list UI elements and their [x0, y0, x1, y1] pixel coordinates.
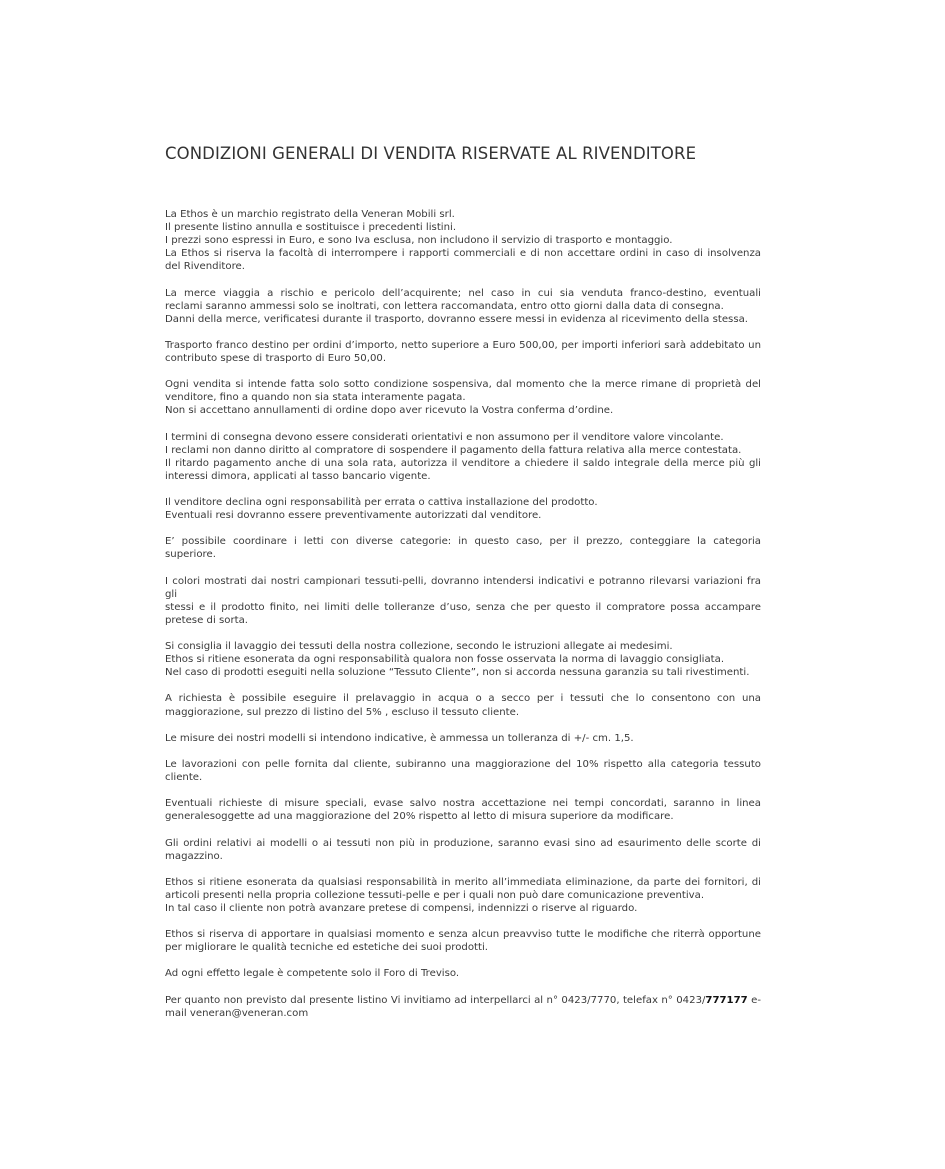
- condition-paragraph: [165, 692, 761, 718]
- condition-paragraph: [165, 287, 761, 326]
- condition-paragraph: [165, 208, 761, 273]
- paragraph-line: del Rivenditore.: [165, 261, 245, 273]
- paragraph-line: Ogni vendita si intende fatta solo sotto condizione sospensiva, dal momento che la merce rimane di proprietà del: [165, 379, 761, 391]
- paragraph-line: Il venditore declina ogni responsabilità per errata o cattiva installazione del prodotto.: [165, 497, 598, 509]
- paragraph-line: La merce viaggia a rischio e pericolo dell’acquirente; nel caso in cui sia venduta franco-destino, eventuali: [165, 287, 761, 299]
- condition-paragraph: [165, 928, 761, 954]
- paragraph-line: I prezzi sono espressi in Euro, e sono Iva esclusa, non includono il servizio di trasporto e montaggio.: [165, 235, 673, 247]
- paragraph-line: interessi dimora, applicati al tasso bancario vigente.: [165, 470, 431, 482]
- paragraph-line: stessi e il prodotto finito, nei limiti delle tolleranze d’uso, senza che per questo il compratore possa accampare: [165, 601, 761, 613]
- paragraph-line: reclami saranno ammessi solo se inoltrati, con lettera raccomandata, entro otto giorni dalla data di consegna.: [165, 300, 724, 312]
- condition-paragraph: [165, 732, 761, 745]
- condition-paragraph: [165, 496, 761, 522]
- paragraph-line: E’ possibile coordinare i letti con diverse categorie: in questo caso, per il prezzo, conteggiare la categoria: [165, 536, 761, 548]
- paragraph-line: A richiesta è possibile eseguire il prelavaggio in acqua o a secco per i tessuti che lo consentono con una: [165, 693, 761, 705]
- fax-number: 777177: [705, 994, 748, 1006]
- condition-paragraph: [165, 535, 761, 561]
- paragraph-line: pretese di sorta.: [165, 614, 249, 626]
- contact-line: [165, 994, 761, 1007]
- paragraph-line: Ethos si riserva di apportare in qualsiasi momento e senza alcun preavviso tutte le modifiche che riterrà opportune: [165, 929, 761, 941]
- paragraph-line: In tal caso il cliente non potrà avanzare pretese di compensi, indennizzi o riserve al riguardo.: [165, 902, 638, 914]
- paragraph-line: I termini di consegna devono essere considerati orientativi e non assumono per il venditore valore vincolante.: [165, 431, 724, 443]
- condition-paragraph: [165, 837, 761, 863]
- paragraph-line: Il presente listino annulla e sostituisce i precedenti listini.: [165, 222, 457, 234]
- paragraph-line: contributo spese di trasporto di Euro 50,00.: [165, 353, 387, 365]
- condition-paragraph: [165, 378, 761, 417]
- paragraph-line: Nel caso di prodotti eseguiti nella soluzione “Tessuto Cliente”, non si accorda nessuna garanzia su tali rivestimenti.: [165, 667, 750, 679]
- paragraph-line: Gli ordini relativi ai modelli o ai tessuti non più in produzione, saranno evasi sino ad esaurimento delle scorte di: [165, 837, 761, 849]
- paragraph-line: Eventuali richieste di misure speciali, evase salvo nostra accettazione nei tempi concordati, saranno in linea: [165, 798, 761, 810]
- paragraph-line: Ad ogni effetto legale è competente solo il Foro di Treviso.: [165, 968, 460, 980]
- paragraph-line: maggiorazione, sul prezzo di listino del 5% , escluso il tessuto cliente.: [165, 706, 520, 718]
- condition-paragraph: [165, 967, 761, 980]
- paragraph-line: La Ethos è un marchio registrato della Veneran Mobili srl.: [165, 209, 455, 220]
- paragraph-line: articoli presenti nella propria collezione tessuti-pelle e per i quali non può dare comunicazione preventiva.: [165, 889, 705, 901]
- paragraph-line: Trasporto franco destino per ordini d’importo, netto superiore a Euro 500,00, per importi inferiori sarà addebitato un: [165, 339, 761, 351]
- paragraph-line: Eventuali resi dovranno essere preventivamente autorizzati dal venditore.: [165, 510, 542, 522]
- paragraph-line: Si consiglia il lavaggio dei tessuti della nostra collezione, secondo le istruzioni allegate ai medesimi.: [165, 641, 673, 653]
- paragraph-line: Le lavorazioni con pelle fornita dal cliente, subiranno una maggiorazione del 10% rispetto alla categoria tessuto: [165, 758, 761, 770]
- paragraph-line: Le misure dei nostri modelli si intendono indicative, è ammessa un tolleranza di +/- cm. 1,5.: [165, 732, 634, 744]
- paragraph-line: cliente.: [165, 772, 203, 784]
- condition-paragraph: [165, 797, 761, 823]
- condition-paragraph: [165, 339, 761, 365]
- condition-paragraph: [165, 758, 761, 784]
- paragraph-line: Ethos si ritiene esonerata da qualsiasi responsabilità in merito all’immediata eliminazione, da parte dei fornitori, di: [165, 876, 761, 888]
- paragraph-line: I reclami non danno diritto al compratore di sospendere il pagamento della fattura relativa alla merce contestata.: [165, 444, 742, 456]
- paragraph-line: Ethos si ritiene esonerata da ogni responsabilità qualora non fosse osservata la norma di lavaggio consigliata.: [165, 654, 725, 666]
- paragraph-line: magazzino.: [165, 850, 223, 862]
- paragraph-line: superiore.: [165, 549, 216, 561]
- paragraph-line: Non si accettano annullamenti di ordine dopo aver ricevuto la Vostra conferma d’ordine.: [165, 405, 614, 417]
- paragraph-line: I colori mostrati dai nostri campionari tessuti-pelli, dovranno intendersi indicativi e potranno rilevarsi variazioni fra gli: [165, 575, 761, 600]
- contact-paragraph: [165, 994, 761, 1020]
- conditions-body: [165, 208, 761, 1033]
- paragraph-line: Il ritardo pagamento anche di una sola rata, autorizza il venditore a chiedere il saldo integrale della merce più gli: [165, 457, 761, 469]
- contact-email-prefix: e-: [747, 994, 761, 1006]
- contact-phone-text: Per quanto non previsto dal presente listino Vi invitiamo ad interpellarci al n° 0423/7770, telefax n° 0423/: [165, 994, 706, 1006]
- condition-paragraph: [165, 640, 761, 679]
- condition-paragraph: [165, 431, 761, 483]
- condition-paragraph: [165, 575, 761, 627]
- contact-email-line[interactable]: mail veneran@veneran.com: [165, 1007, 309, 1019]
- paragraph-line: Danni della merce, verificatesi durante il trasporto, dovranno essere messi in evidenza al ricevimento della stessa.: [165, 313, 749, 325]
- paragraph-line: generalesoggette ad una maggiorazione del 20% rispetto al letto di misura superiore da modificare.: [165, 811, 674, 823]
- paragraph-line: La Ethos si riserva la facoltà di interrompere i rapporti commerciali e di non accettare ordini in caso di insolvenza: [165, 248, 761, 260]
- page-title: CONDIZIONI GENERALI DI VENDITA RISERVATE AL RIVENDITORE: [165, 144, 697, 163]
- paragraph-line: venditore, fino a quando non sia stata interamente pagata.: [165, 392, 466, 404]
- paragraph-line: per migliorare le qualità tecniche ed estetiche dei suoi prodotti.: [165, 942, 489, 954]
- condition-paragraph: [165, 876, 761, 915]
